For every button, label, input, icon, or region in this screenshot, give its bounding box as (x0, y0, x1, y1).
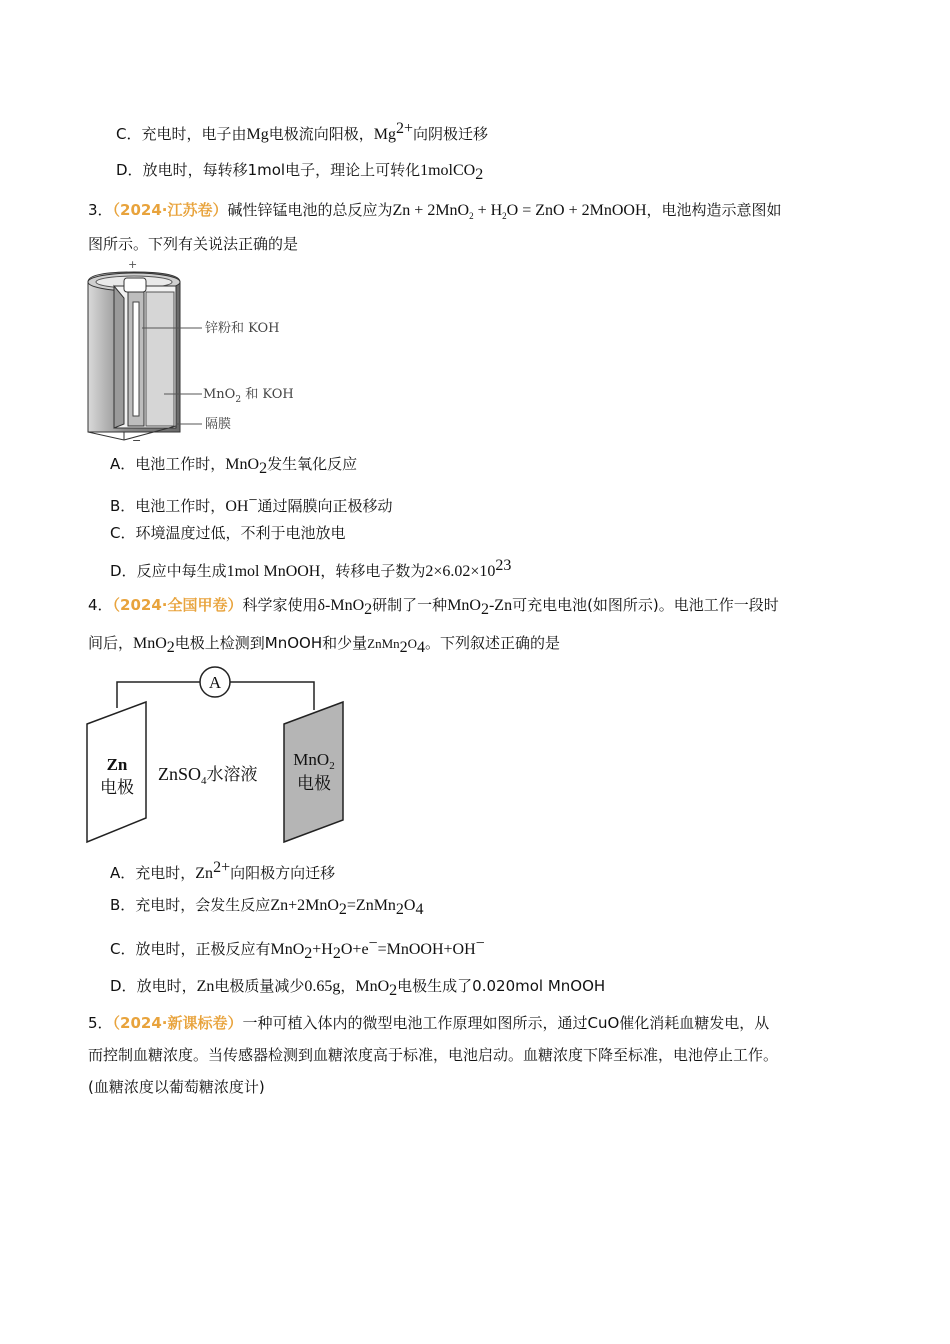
electrolyte-label: ZnSO$_4$水溶液 (158, 764, 258, 787)
mno2-electrode (284, 702, 343, 842)
svg-text:A: A (208, 673, 222, 692)
q3-option-b: B．电池工作时，OH−通过隔膜向正极移动 (110, 492, 393, 515)
question-source: （2024·新课标卷） (112, 1014, 243, 1032)
label-separator: 隔膜 (205, 417, 232, 432)
label-mno2-koh: MnO$_2$ 和 KOH (203, 387, 294, 405)
positive-terminal-label: + (128, 258, 138, 271)
q4-option-b: B．充电时，会发生反应$Zn+2MnO_2=ZnMn_2O_4$ (110, 896, 424, 918)
svg-text:Zn: Zn (106, 755, 128, 774)
q4-option-c: C．放电时，正极反应有$MnO_2+H_2O+e^-=MnOOH+OH^-$ (110, 935, 485, 962)
reaction-equation: $Zn + 2MnO_2 + H_2O$ = ZnO + 2MnOOH (392, 202, 647, 222)
svg-text:电极: 电极 (297, 774, 331, 794)
q4-stem-line1: 4．（2024·全国甲卷）科学家使用δ-MnO$_2$研制了一种MnO$_2$-Zn可充电电池(如图所示)。电池工作一段时 (88, 596, 779, 618)
q5-stem-line3: (血糖浓度以葡萄糖浓度计) (88, 1078, 265, 1096)
q4-option-a: A．充电时，$Zn^{2+}$向阳极方向迁移 (110, 859, 336, 882)
q3-option-a: A．电池工作时，MnO$_2$发生氧化反应 (110, 455, 358, 477)
question-number: 4． (88, 596, 113, 614)
q2-option-c: C．充电时，电子由Mg电极流向阳极，$Mg^{2+}$向阴极迁移 (116, 120, 489, 143)
q3-stem-line2: 图所示。下列有关说法正确的是 (88, 235, 299, 253)
q3-option-d: D．反应中每生成1mol MnOOH，转移电子数为$2\times 6.02\times 10^{23}$ (110, 557, 512, 580)
alkaline-battery-diagram (84, 258, 324, 446)
question-source: （2024·江苏卷） (112, 201, 228, 219)
q2-option-d: D．放电时，每转移1mol电子，理论上可转化1molCO$_2$ (116, 161, 484, 183)
q3-option-c: C．环境温度过低，不利于电池放电 (110, 524, 346, 542)
zn-mno2-cell-diagram (84, 664, 354, 846)
question-source: （2024·全国甲卷） (112, 596, 243, 614)
svg-text:MnO2: MnO$_2$ (293, 750, 335, 772)
question-number: 5． (88, 1014, 113, 1032)
label-zinc-koh: 锌粉和 KOH (205, 321, 280, 336)
q3-stem-line1: 3．（2024·江苏卷）碱性锌锰电池的总反应为$Zn + 2MnO_2 + H_2O$ = ZnO + 2MnOOH，电池构造示意图如 (88, 201, 782, 222)
svg-text:电极: 电极 (100, 778, 134, 798)
q5-stem-line1: 5．（2024·新课标卷）一种可植入体内的微型电池工作原理如图所示，通过CuO催化消耗血糖发电，从 (88, 1014, 770, 1032)
question-number: 3． (88, 201, 113, 219)
negative-terminal-label: − (132, 434, 142, 446)
q4-option-d: D．放电时，Zn电极质量减少0.65g，MnO$_2$电极生成了0.020mol MnOOH (110, 977, 606, 999)
q5-stem-line2: 而控制血糖浓度。当传感器检测到血糖浓度高于标准，电池启动。血糖浓度下降至标准，电池停止工作。 (88, 1046, 779, 1064)
q4-stem-line2: 间后，MnO$_2$电极上检测到MnOOH和少量$ZnMn_2O_4$。下列叙述正确的是 (88, 634, 561, 656)
